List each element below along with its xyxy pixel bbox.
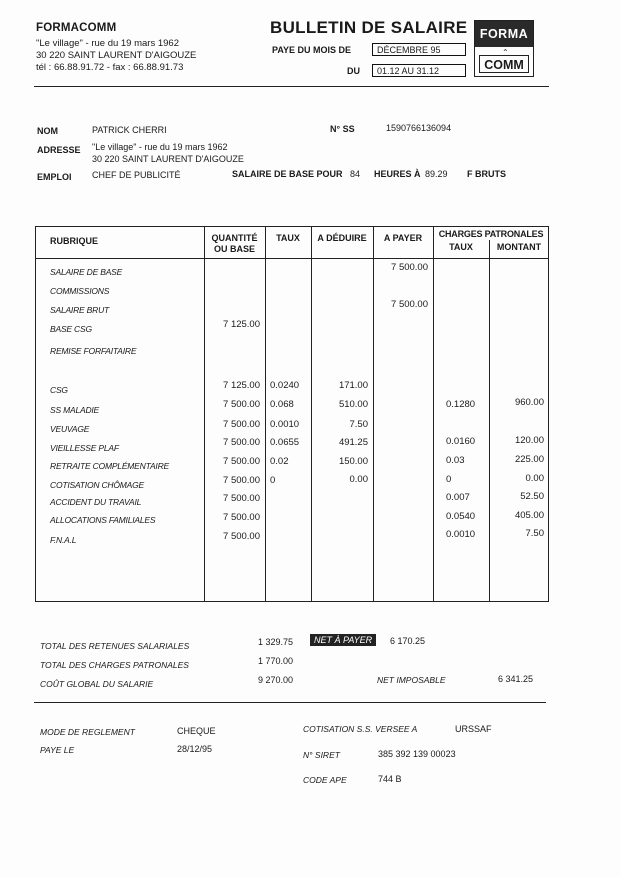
header-quantite-line2: OU BASE bbox=[213, 244, 255, 254]
logo-dot-icon: ⌃ bbox=[502, 48, 509, 57]
row-rubrique: SALAIRE BRUT bbox=[50, 305, 110, 315]
row-charges-montant: 0.00 bbox=[525, 473, 544, 484]
row-taux: 0.0655 bbox=[270, 437, 300, 448]
cout-global-label: COÛT GLOBAL DU SALARIE bbox=[40, 679, 154, 689]
row-taux: 0.068 bbox=[270, 399, 294, 410]
du-label: DU bbox=[347, 66, 360, 76]
col-divider-base bbox=[204, 226, 205, 602]
net-imposable-value: 6 341.25 bbox=[498, 674, 534, 684]
period-value: DÉCEMBRE 95 bbox=[372, 43, 466, 56]
company-address-line2: 30 220 SAINT LAURENT D'AIGOUZE bbox=[36, 50, 197, 61]
row-charges-montant: 120.00 bbox=[514, 435, 544, 446]
row-a-deduire: 491.25 bbox=[338, 437, 368, 448]
row-a-deduire: 510.00 bbox=[338, 399, 368, 410]
company-name: FORMACOMM bbox=[36, 22, 117, 34]
row-base: 7 500.00 bbox=[223, 456, 260, 467]
row-charges-montant: 960.00 bbox=[514, 397, 544, 408]
total-charges-value: 1 770.00 bbox=[258, 656, 294, 666]
row-a-deduire: 0.00 bbox=[349, 474, 368, 485]
row-rubrique: ACCIDENT DU TRAVAIL bbox=[50, 497, 142, 507]
siret-label: N° SIRET bbox=[303, 750, 340, 760]
heures-value: 84 bbox=[350, 169, 361, 179]
row-a-payer: 7 500.00 bbox=[391, 299, 428, 310]
row-base: 7 500.00 bbox=[223, 493, 260, 504]
row-base: 7 500.00 bbox=[223, 437, 260, 448]
bruts-label: F BRUTS bbox=[467, 169, 506, 179]
nom-value: PATRICK CHERRI bbox=[92, 125, 167, 135]
cotisation-value: URSSAF bbox=[455, 724, 492, 734]
mode-reglement-value: CHEQUE bbox=[177, 726, 216, 736]
adresse-line2: 30 220 SAINT LAURENT D'AIGOUZE bbox=[92, 154, 244, 164]
row-a-deduire: 7.50 bbox=[349, 419, 368, 430]
row-charges-taux: 0.03 bbox=[446, 455, 465, 466]
ape-label: CODE APE bbox=[303, 775, 347, 785]
row-charges-taux: 0.0160 bbox=[446, 436, 476, 447]
total-retenues-value: 1 329.75 bbox=[258, 637, 294, 647]
adresse-line1: "Le village" - rue du 19 mars 1962 bbox=[92, 142, 228, 152]
col-divider-payer bbox=[373, 226, 374, 602]
paye-le-value: 28/12/95 bbox=[177, 744, 213, 754]
row-base: 7 125.00 bbox=[223, 319, 260, 330]
header-quantite bbox=[204, 233, 265, 255]
row-base: 7 125.00 bbox=[223, 380, 260, 391]
row-charges-montant: 7.50 bbox=[525, 528, 544, 539]
col-divider-taux bbox=[265, 226, 266, 602]
row-rubrique: F.N.A.L bbox=[50, 535, 77, 545]
row-base: 7 500.00 bbox=[223, 419, 260, 430]
paye-le-label: PAYE LE bbox=[40, 745, 75, 755]
document-title: BULLETIN DE SALAIRE bbox=[270, 18, 468, 37]
row-rubrique: COMMISSIONS bbox=[50, 286, 110, 296]
row-charges-montant: 405.00 bbox=[514, 510, 544, 521]
row-rubrique: BASE CSG bbox=[50, 324, 92, 334]
emploi-value: CHEF DE PUBLICITÉ bbox=[92, 170, 181, 180]
row-rubrique: RETRAITE COMPLÉMENTAIRE bbox=[50, 461, 169, 471]
row-charges-taux: 0.0010 bbox=[446, 529, 476, 540]
net-a-payer-label: NET À PAYER bbox=[310, 634, 376, 646]
company-address-line1: "Le village" - rue du 19 mars 1962 bbox=[36, 38, 179, 49]
row-charges-taux: 0.1280 bbox=[446, 399, 476, 410]
row-base: 7 500.00 bbox=[223, 475, 260, 486]
row-taux: 0.02 bbox=[270, 456, 289, 467]
nom-label: NOM bbox=[37, 126, 58, 136]
row-taux: 0.0240 bbox=[270, 380, 300, 391]
row-a-deduire: 150.00 bbox=[338, 456, 368, 467]
ape-value: 744 B bbox=[378, 774, 402, 784]
row-taux: 0.0010 bbox=[270, 419, 300, 430]
formacomm-logo bbox=[474, 20, 534, 77]
row-base: 7 500.00 bbox=[223, 399, 260, 410]
row-rubrique: CSG bbox=[50, 385, 68, 395]
period-label: PAYE DU MOIS DE bbox=[272, 45, 352, 55]
row-rubrique: VIEILLESSE PLAF bbox=[50, 443, 119, 453]
adresse-label: ADRESSE bbox=[37, 145, 81, 155]
row-base: 7 500.00 bbox=[223, 531, 260, 542]
row-rubrique: ALLOCATIONS FAMILIALES bbox=[50, 515, 156, 525]
siret-value: 385 392 139 00023 bbox=[378, 749, 456, 759]
table-header-divider bbox=[35, 258, 549, 259]
net-imposable-label: NET IMPOSABLE bbox=[377, 675, 446, 685]
cotisation-label: COTISATION S.S. VERSEE A bbox=[303, 724, 418, 734]
row-rubrique: SALAIRE DE BASE bbox=[50, 267, 123, 277]
row-base: 7 500.00 bbox=[223, 512, 260, 523]
row-a-payer: 7 500.00 bbox=[391, 262, 428, 273]
header-rubrique: RUBRIQUE bbox=[50, 236, 99, 246]
col-divider-charges bbox=[433, 226, 434, 602]
row-rubrique: REMISE FORFAITAIRE bbox=[50, 346, 137, 356]
header-a-deduire: A DÉDUIRE bbox=[317, 233, 367, 243]
header-divider bbox=[34, 86, 549, 87]
total-retenues-label: TOTAL DES RETENUES SALARIALES bbox=[40, 641, 190, 651]
cout-global-value: 9 270.00 bbox=[258, 675, 294, 685]
taux-horaire-value: 89.29 bbox=[425, 169, 448, 179]
salaire-base-label: SALAIRE DE BASE POUR bbox=[232, 169, 343, 179]
logo-top-text: FORMA bbox=[475, 21, 533, 47]
row-charges-taux: 0 bbox=[446, 474, 452, 485]
payslip-table bbox=[35, 226, 549, 602]
header-a-payer: A PAYER bbox=[383, 233, 423, 243]
header-charges-taux: TAUX bbox=[449, 242, 473, 252]
row-charges-taux: 0.0540 bbox=[446, 511, 476, 522]
col-divider-deduire bbox=[311, 226, 312, 602]
row-charges-taux: 0.007 bbox=[446, 492, 470, 503]
header-quantite-line1: QUANTITÉ bbox=[211, 233, 258, 243]
header-charges-montant: MONTANT bbox=[496, 242, 542, 252]
header-taux: TAUX bbox=[276, 233, 300, 243]
emploi-label: EMPLOI bbox=[37, 172, 72, 182]
total-charges-label: TOTAL DES CHARGES PATRONALES bbox=[40, 660, 189, 670]
row-charges-montant: 52.50 bbox=[520, 491, 544, 502]
row-a-deduire: 171.00 bbox=[338, 380, 368, 391]
nss-label: N° SS bbox=[330, 124, 355, 134]
nss-value: 1590766136094 bbox=[386, 123, 452, 133]
heures-label: HEURES À bbox=[374, 169, 421, 179]
mode-reglement-label: MODE DE REGLEMENT bbox=[40, 727, 135, 737]
du-value: 01.12 AU 31.12 bbox=[372, 64, 466, 77]
row-rubrique: COTISATION CHÔMAGE bbox=[50, 480, 144, 490]
row-charges-montant: 225.00 bbox=[514, 454, 544, 465]
col-divider-charges-montant bbox=[489, 240, 490, 602]
row-rubrique: SS MALADIE bbox=[50, 405, 100, 415]
row-rubrique: VEUVAGE bbox=[50, 424, 90, 434]
logo-bottom-text: COMM bbox=[479, 55, 529, 73]
company-contact: tél : 66.88.91.72 - fax : 66.88.91.73 bbox=[36, 62, 184, 73]
row-taux: 0 bbox=[270, 475, 276, 486]
footer-divider bbox=[34, 702, 546, 703]
header-charges-patronales: CHARGES PATRONALES bbox=[438, 229, 544, 239]
net-a-payer-value: 6 170.25 bbox=[390, 636, 426, 646]
